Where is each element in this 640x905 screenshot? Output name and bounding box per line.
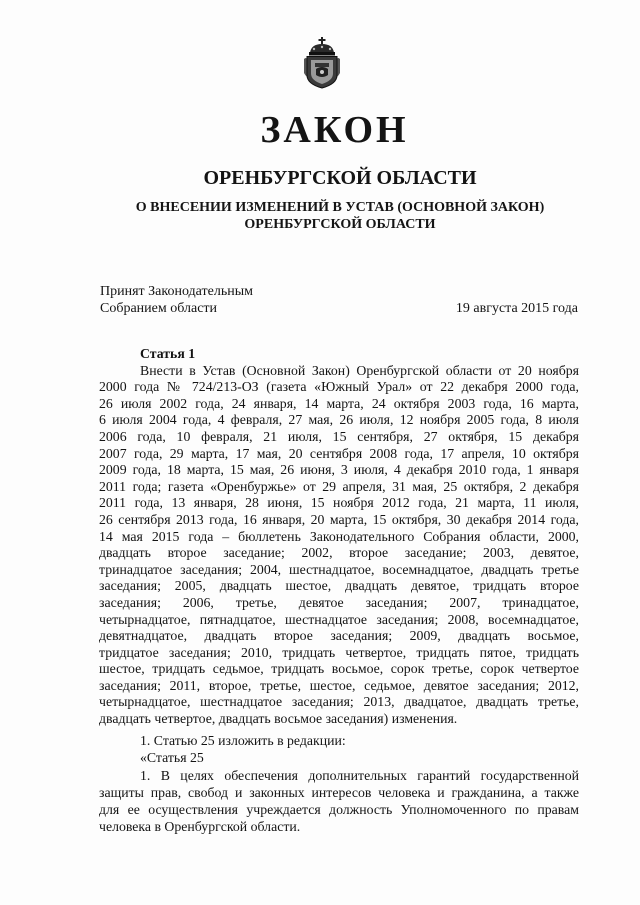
text-line: защиты прав, свобод и законных интересов человека и гражданина, а также (99, 784, 579, 800)
amendment-item: 1. Статью 25 изложить в редакции: (140, 733, 346, 748)
adoption-line: Принят Законодательным (100, 284, 253, 299)
text-line: 26 июля 2002 года, 24 января, 14 марта, 24 октября 2003 года, 16 марта, (99, 395, 579, 411)
adoption-line: Собранием области (100, 301, 218, 316)
text-line: 2009 года, 18 марта, 15 мая, 26 июня, 3 июля, 4 декабря 2010 года, 1 января (99, 462, 579, 478)
text-line: двадцать четвертое, двадцать восьмое заседания) изменения. (99, 711, 458, 727)
text-line: заседания; 2006, третье, девятое заседания; 2007, тринадцатое, (99, 594, 579, 610)
text-line: четырнадцатое, шестнадцатое заседания; 2013, двадцатое, двадцать третье, (99, 694, 579, 710)
article-1-amendment (99, 732, 579, 836)
text-line: 2006 года, 10 февраля, 21 июля, 15 сентября, 27 октября, 15 декабря (99, 428, 579, 444)
text-line: тринадцатое заседания; 2004, шестнадцатое, восемнадцатое, двадцать третье (99, 561, 579, 577)
document-subject (99, 199, 581, 233)
subject-line: ОРЕНБУРГСКОЙ ОБЛАСТИ (244, 217, 436, 232)
text-line: для ее осуществления учреждается должность Уполномоченного по правам (99, 802, 579, 818)
text-line: 1. В целях обеспечения дополнительных гарантий государственной (140, 767, 579, 783)
text-line: 26 сентября 2013 года, 16 января, 20 марта, 15 октября, 30 декабря 2014 года, (99, 511, 579, 527)
text-line: девятнадцатое, двадцать второе заседания; 2009, двадцать восьмое, (99, 628, 579, 644)
adoption-statement (100, 283, 253, 317)
text-line: четырнадцатое, пятнадцатое, шестнадцатое заседания; 2008, восемнадцатое, (99, 611, 579, 627)
text-line: заседания; 2005, двадцать шестое, двадцать девятое, тридцать второе (99, 578, 579, 594)
text-line: 2011 года, 13 января, 28 июня, 15 ноября 2012 года, 21 марта, 11 июля, (99, 495, 579, 511)
text-line: 2000 года № 724/213-ОЗ (газета «Южный Урал» от 22 декабря 2000 года, (99, 379, 579, 395)
text-line: двадцать второе заседание; 2002, второе заседание; 2003, девятое, (99, 545, 579, 561)
text-line: тридцатое заседания; 2010, тридцать четвертое, тридцать пятое, тридцать (99, 644, 579, 660)
text-line: 6 июля 2004 года, 4 февраля, 27 мая, 26 июля, 12 ноября 2005 года, 8 июля (99, 412, 579, 428)
text-line: 2011 года; газета «Оренбуржье» от 29 апреля, 31 мая, 25 октября, 2 декабря (99, 478, 579, 494)
article-heading: Статья 1 (140, 346, 196, 361)
article-1-body (99, 346, 579, 728)
text-line: 2007 года, 29 марта, 17 мая, 20 сентября 2008 года, 17 апреля, 10 октября (99, 445, 579, 461)
text-line: человека в Оренбургской области. (99, 819, 301, 835)
coat-of-arms-svg (303, 37, 341, 89)
text-line: шестое, тридцать седьмое, тридцать восьмое, сорок третье, сорок четвертое (99, 661, 579, 677)
subject-line: О ВНЕСЕНИИ ИЗМЕНЕНИЙ В УСТАВ (ОСНОВНОЙ ЗАКОН) (135, 200, 545, 215)
text-line: Внести в Устав (Основной Закон) Оренбургской области от 20 ноября (140, 362, 579, 378)
quoted-article-heading: «Статья 25 (140, 750, 204, 766)
document-title: ЗАКОН (260, 109, 409, 151)
document-region: ОРЕНБУРГСКОЙ ОБЛАСТИ (203, 167, 477, 189)
text-line: 14 мая 2015 года – бюллетень Законодательного Собрания области, 2000, (99, 528, 579, 544)
text-line: заседания; 2011, второе, третье, шестое, седьмое, девятое заседания; 2012, (99, 677, 579, 693)
coat-of-arms-icon (303, 37, 341, 89)
adoption-date: 19 августа 2015 года (455, 301, 578, 316)
